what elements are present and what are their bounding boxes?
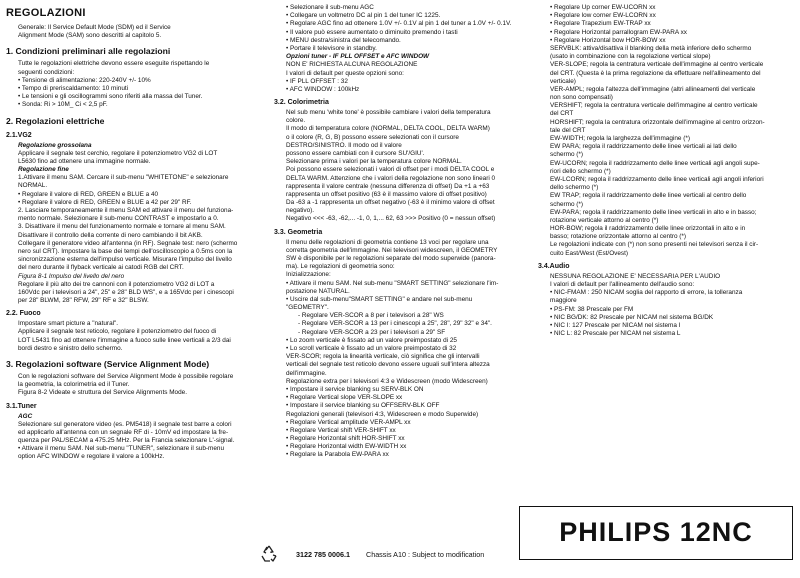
- text-line: DELTA WARM. Attenzione che i valori della regolazione non sono lineari 0: [286, 174, 496, 182]
- text-line: nero sul CRT). Impostare la base dei tempi dell'oscilloscopio a 0.5ms con la: [18, 247, 233, 255]
- text-line: ma). Le regolazioni di geometria sono:: [286, 263, 395, 271]
- brand-label: PHILIPS 12NC: [559, 517, 753, 547]
- list-item: • Collegare un voltmetro DC al pin 1 del tuner IC 1225.: [286, 12, 441, 20]
- column-middle: [274, 4, 534, 460]
- list-item: • Selezionare il sub-menu AGC: [286, 4, 374, 11]
- text-line: Applicare il segnale test cerchio, regolare il potenziometro VG2 di LOT: [18, 149, 218, 157]
- text-line: Selezionare sul generatore video (es. PM5418) il segnale test barre a colori: [18, 420, 232, 428]
- list-item: • NIC BG/DK: 82 Prescale per NICAM nel sistema BG/DK: [550, 313, 714, 321]
- text-line: EW-PARA; regola il raddrizzamento delle linee verticali in alto e in basso;: [550, 208, 757, 216]
- text-line: negativo).: [286, 207, 315, 215]
- text-line: Applicare il segnale test reticolo, regolare il potenziometro del fuoco di: [18, 328, 217, 336]
- text-line: Negativo <<< -63, -62,... -1, 0, 1,... 62, 63 >>> Positivo (0 = nessun offset): [286, 215, 496, 223]
- column-right: [538, 4, 796, 338]
- text-line: VER-AMPL; regola l'altezza dell'immagine (altri allineamenti del verticale: [550, 85, 756, 93]
- list-item: - Regolare VER-SCOR a 8 per i televisori a 28" WS: [298, 312, 444, 320]
- brand-box: [519, 506, 793, 560]
- document-code: 3122 785 0006.1: [296, 550, 350, 559]
- text-line: del nero durante il flyback verticale ai catodi RGB del CRT.: [18, 264, 184, 272]
- paragraph-title: Opzioni tuner - IF PLL OFFSET e AFC WINDOW: [286, 53, 430, 61]
- section-heading: 2. Regolazioni elettriche: [6, 115, 105, 126]
- list-item: • Regolare la Parabola EW-PARA xx: [286, 451, 389, 459]
- text-line: Disattivare il controllo della corrente di nero cambiando il bit AKB.: [18, 231, 203, 239]
- text-line: corretta geometria dell'immagine. Nei televisori widescreen, il GEOMETRY: [286, 246, 498, 254]
- footer: [258, 543, 518, 565]
- list-item: • Lo scroll verticale è fissato ad un valore preimpostato di 32: [286, 345, 457, 353]
- text-line: Collegare il generatore video all'antenna (in RF). Segnale test: nero (schermo: [18, 239, 238, 247]
- text-line: "GEOMETRY".: [286, 304, 329, 312]
- text-line: Le regolazioni indicate con (*) non sono presenti nei televisori senza il cir-: [550, 241, 759, 249]
- list-item: • Regolare Horizontal bow HOR-BOW xx: [550, 36, 666, 44]
- list-item: • Regolare AGC fino ad ottenere 1.0V +/- 0.1V al pin 1 del tuner a 1.0V +/- 0.1V.: [286, 20, 512, 28]
- text-line: Con le regolazioni software del Service Alignment Mode è possibile regolare: [18, 372, 234, 380]
- text-line: sincronizzazione esterna dell'impulso verticale. Misurare l'impulso del livello: [18, 256, 232, 264]
- text-line: 1.Attivare il menu SAM. Cercare il sub-menu "WHITETONE" e selezionare: [18, 174, 229, 182]
- text-line: dello schermo (*): [550, 184, 599, 192]
- text-line: Tutte le regolazioni elettriche devono essere eseguite rispettando le: [18, 60, 210, 68]
- text-line: Il modo di temperatura colore (NORMAL, DELTA COOL, DELTA WARM): [286, 125, 490, 133]
- text-line: HORSHIFT; regola la centratura orizzontale dell'immagine al centro orizzon-: [550, 118, 765, 126]
- text-line: SW è disponibile per le regolazioni separate del modo superwide (panora-: [286, 254, 496, 262]
- text-line: Regolare il più alto dei tre cannoni con il potenziometro VG2 di LOT a: [18, 280, 215, 288]
- text-line: Regolazioni generali (televisori 4:3, Widescreen e modo Superwide): [286, 410, 479, 418]
- text-line: Il menu delle regolazioni di geometria contiene 13 voci per regolare una: [286, 238, 489, 246]
- list-item: • Tempo di preriscaldamento: 10 minuti: [18, 85, 129, 93]
- text-line: rappresenta il valore centrale (nessuna differenza di offset) Da +1 a +63: [286, 182, 490, 190]
- text-line: rappresenta un offset positivo (63 è il massimo valore di offset positivo): [286, 190, 487, 198]
- list-item: • Impostare il service blanking su OFFSERV-BLK OFF: [286, 402, 440, 410]
- text-line: DESTRO/SINISTRO. Il modo od il valore: [286, 141, 402, 149]
- subsection-heading: 2.1.VG2: [6, 131, 32, 139]
- list-item: • Il valore può essere aumentato o diminuito premendo i tasti: [286, 28, 458, 36]
- recycle-icon: [258, 543, 280, 565]
- intro-line: Alignment Mode (SAM) sono descritti al capitolo 5.: [18, 32, 162, 40]
- text-line: basso; rotazione orizzontale attorno al centro (*): [550, 233, 687, 241]
- text-line: seguenti condizioni:: [18, 68, 75, 76]
- text-line: Selezionare prima i valori per la temperatura colore NORMAL.: [286, 158, 462, 166]
- section-heading: 1. Condizioni preliminari alle regolazioni: [6, 46, 171, 57]
- text-line: maggiore: [550, 297, 577, 305]
- list-item: • Regolare Vertical slope VER-SLOPE xx: [286, 394, 403, 402]
- text-line: option AFC WINDOW e regolare il valore a 100kHz.: [18, 453, 165, 461]
- text-line: possono essere cambiati con il cursore SU'/GIU'.: [286, 149, 425, 157]
- list-item: • MENU destra/sinistra del telecomando.: [286, 36, 401, 44]
- subsection-heading: 3.4.Audio: [538, 262, 570, 270]
- text-line: Inizializzazione:: [286, 271, 331, 279]
- text-line: postazione NATURAL.: [286, 287, 350, 295]
- text-line: (usato in combinazione con la regolazione vertical slope): [550, 53, 711, 61]
- text-line: la geometria, la colorimetria ed il Tuner.: [18, 381, 130, 389]
- list-item: • Le tensioni e gli oscillogrammi sono riferiti alla massa del Tuner.: [18, 93, 203, 101]
- column-left: [6, 6, 268, 462]
- list-item: • Tensione di alimentazione: 220-240V +/- 10%: [18, 76, 151, 84]
- page-title: REGOLAZIONI: [6, 7, 86, 19]
- text-line: SERVBLK: attiva/disattiva il blanking della metà inferiore dello schermo: [550, 44, 752, 52]
- text-line: Da -63 a -1 rappresenta un offset negativo (-63 è il minimo valore di offset: [286, 199, 495, 207]
- paragraph-title: Regolazione grossolana: [18, 141, 92, 149]
- list-item: • Uscire dal sub-menu"SMART SETTING" e andare nel sub-menu: [286, 295, 473, 303]
- list-item: • Regolare Up corner EW-UCORN xx: [550, 4, 656, 11]
- text-line: del CRT. (Questa è la prima regolazione da effettuare nell'allineamento del: [550, 69, 761, 77]
- text-line: quenza per PAL/SECAM a 475.25 MHz. Per la Francia selezionare L'-signal.: [18, 437, 235, 445]
- list-item: • NIC-FMAM : 250 NICAM soglia del rapporto di errore, la tolleranza: [550, 289, 743, 297]
- text-line: I valori di default per queste opzioni sono:: [286, 69, 404, 77]
- text-line: Nel sub menu 'white tone' è possibile cambiare i valori della temperatura: [286, 109, 491, 117]
- subsection-heading: 3.2. Colorimetria: [274, 99, 329, 107]
- list-item: - Regolare VER-SCOR a 13 per i cinescopi a 25", 28", 29" 32" e 34".: [298, 320, 492, 328]
- text-line: VER-SCOR; regola la linearità verticale, ciò significa che gli intervalli: [286, 353, 480, 361]
- text-line: cuito East/West (Est/Ovest): [550, 249, 629, 257]
- subsection-heading: 3.1.Tuner: [6, 402, 37, 410]
- text-line: LOT L5431 fino ad ottenere l'immagine a fuoco sulle linee verticali a 2/3 dai: [18, 336, 231, 344]
- text-line: colore.: [286, 117, 306, 125]
- list-item: • Portare il televisore in standby.: [286, 44, 377, 52]
- text-line: bordi destro e sinistro dello schermo.: [18, 344, 123, 352]
- text-line: EW PARA; regola il raddrizzamento delle linee verticali ai lati dello: [550, 143, 737, 151]
- list-item: • Regolare Trapezium EW-TRAP xx: [550, 20, 651, 28]
- list-item: • Sonda: Ri > 10M_ Ci < 2,5 pF.: [18, 101, 108, 109]
- list-item: • Regolare low corner EW-LCORN xx: [550, 12, 656, 20]
- text-line: Poi possono essere selezionati i valori di offset per i modi DELTA COOL e: [286, 166, 495, 174]
- text-line: Regolazione extra per i televisori 4:3 e Widescreen (modo Widescreen): [286, 377, 488, 385]
- text-line: del CRT: [550, 110, 574, 118]
- text-line: schermo (*): [550, 151, 584, 159]
- text-line: dell'immagine.: [286, 369, 327, 377]
- paragraph-title: Regolazione fine: [18, 166, 69, 174]
- text-line: verticale): [550, 77, 576, 85]
- text-line: I valori di default per l'allineamento dell'audio sono:: [550, 280, 695, 288]
- text-line: 160Vdc per i televisori a 24", 25" e 28" BLD WS", e a 165Vdc per i cinescopi: [18, 288, 234, 296]
- text-line: EW-WIDTH; regola la larghezza dell'immagine (*): [550, 135, 690, 142]
- text-line: L5630 fino ad ottenere una immagine normale.: [18, 157, 151, 165]
- text-line: NESSUNA REGOLAZIONE E' NECESSARIA PER L'AUDIO: [550, 272, 721, 280]
- text-line: per 28" BLWM, 28" RFW, 29" RF e 32" BLSW.: [18, 297, 149, 305]
- text-line: 2. Lasciare temporaneamente il menu SAM ed attivare il menu del funziona-: [18, 207, 234, 215]
- list-item: • AFC WINDOW : 100kHz: [286, 85, 360, 93]
- text-line: VER-SLOPE; regola la centratura verticale dell'immagine al centro verticale: [550, 61, 764, 69]
- list-item: • NIC L: 82 Prescale per NICAM nel sistema L: [550, 330, 681, 338]
- text-line: EW-LCORN; regola il raddrizzamento delle linee verticali agli angoli inferiori: [550, 175, 764, 183]
- list-item: • Regolare Vertical shift VER-SHIFT xx: [286, 426, 396, 434]
- list-item: • Attivare il menu SAM. Nel sub-menu "SMART SETTING" selezionare l'im-: [286, 279, 499, 287]
- text-line: mento normale. Selezionare il sub-menu CONTRAST e impostarlo a 0.: [18, 215, 219, 223]
- list-item: • IF PLL OFFSET : 32: [286, 77, 348, 85]
- text-line: ed applicarlo all'antenna con un segnale RF di - 10mV ed impostare la fre-: [18, 428, 229, 436]
- list-item: • Regolare il valore di RED, GREEN e BLUE a 42 per 29" RF.: [18, 198, 192, 206]
- chassis-note: Chassis A10 : Subject to modification: [366, 550, 485, 559]
- list-item: • Regolare Horizontal shift HOR-SHIFT xx: [286, 435, 405, 443]
- list-item: • Regolare Horizontal parrallogram EW-PARA xx: [550, 28, 687, 36]
- text-line: HOR-BOW; regola il raddrizzamento delle linee orizzontali in alto e in: [550, 225, 746, 233]
- subsection-heading: 3.3. Geometria: [274, 228, 323, 236]
- section-heading: 3. Regolazioni software (Service Alignment Mode): [6, 358, 210, 369]
- text-line: Impostare smart picture a "natural".: [18, 320, 119, 328]
- list-item: • Regolare Vertical amplitude VER-AMPL xx: [286, 418, 411, 426]
- figure-caption: Figura 8-1 Impulso del livello del nero: [18, 272, 125, 280]
- list-item: • PS-FM: 38 Prescale per FM: [550, 305, 634, 313]
- text-line: EW TRAP; regola il raddrizzamento delle linee verticali al centro dello: [550, 192, 747, 200]
- text-line: VERSHIFT; regola la centratura verticale dell'immagine al centro verticale: [550, 102, 758, 110]
- text-line: EW-UCORN; regola il raddrizzamento delle linee verticali agli angoli supe-: [550, 159, 760, 167]
- intro-line: Generale: Il Service Default Mode (SDM) ed il Service: [18, 24, 171, 32]
- list-item: • Lo zoom verticale è fissato ad un valore preimpostato di 25: [286, 336, 457, 344]
- text-line: verticali del segnale test reticolo devono essere uguali sull'intera altezza: [286, 361, 490, 369]
- list-item: • Regolare Horizontal width EW-WIDTH xx: [286, 443, 407, 451]
- subsection-heading: 2.2. Fuoco: [6, 310, 41, 318]
- text-line: NORMAL.: [18, 182, 48, 190]
- text-line: 3. Disattivare il menu del funzionamento normale e tornare al menu SAM.: [18, 223, 226, 231]
- text-line: rotazione verticale attorno al centro (*): [550, 216, 659, 224]
- text-line: Figura 8-2 Videate e struttura del Service Alignments Mode.: [18, 389, 187, 397]
- list-item: • Attivare il menu SAM. Nel sub-menu "TUNER", selezionare il sub-menu: [18, 445, 225, 453]
- text-line: schermo (*): [550, 200, 584, 208]
- list-item: • Regolare il valore di RED, GREEN e BLUE a 40: [18, 190, 159, 198]
- list-item: • Impostare il service blanking su SERV-BLK ON: [286, 385, 424, 393]
- text-line: NON E' RICHIESTA ALCUNA REGOLAZIONE: [286, 61, 418, 69]
- text-line: o il colore (R, G, B) possono essere selezionati con il cursore: [286, 133, 459, 141]
- text-line: non sono compensati): [550, 94, 613, 102]
- text-line: tale del CRT: [550, 126, 586, 134]
- text-line: riori dello schermo (*): [550, 167, 611, 175]
- list-item: • NIC I: 127 Prescale per NICAM nel sistema I: [550, 321, 681, 329]
- paragraph-title: AGC: [18, 412, 33, 420]
- list-item: - Regolare VER-SCOR a 23 per i televisori a 29" SF: [298, 328, 446, 336]
